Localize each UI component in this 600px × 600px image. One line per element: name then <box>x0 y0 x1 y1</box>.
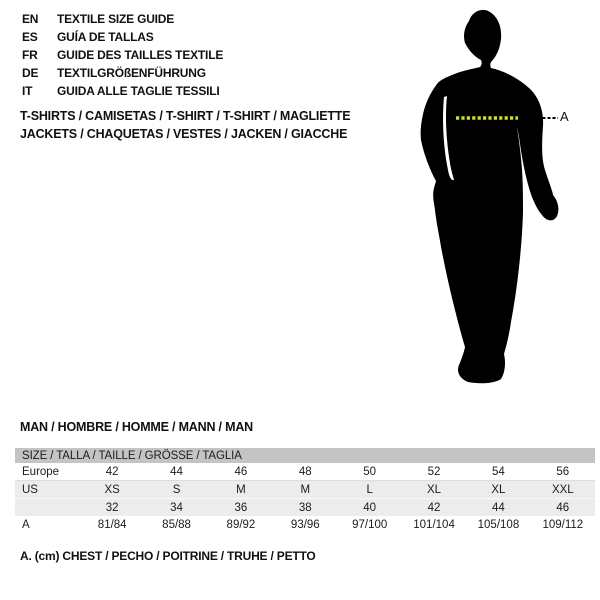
language-label: GUÍA DE TALLAS <box>57 30 154 44</box>
section-title-man: MAN / HOMBRE / HOMME / MANN / MAN <box>20 420 253 434</box>
size-value-cell: 44 <box>170 465 183 478</box>
size-value-cell: M <box>236 483 246 496</box>
size-table-row-us <box>15 481 595 499</box>
size-value-cell: 42 <box>105 465 119 478</box>
size-value-cell: 93/96 <box>290 518 320 531</box>
size-table-row-a <box>15 516 595 533</box>
size-value-cell: 52 <box>427 465 441 478</box>
size-value-cell: XL <box>427 483 442 496</box>
size-value-cell: 36 <box>234 501 248 514</box>
size-value-cell: 32 <box>105 501 119 514</box>
size-value-cell: 101/104 <box>413 518 455 531</box>
size-value-cell: 89/92 <box>226 518 256 531</box>
language-label: GUIDA ALLE TAGLIE TESSILI <box>57 84 220 98</box>
size-value-cell: 105/108 <box>477 518 520 531</box>
language-row-fr <box>22 46 223 64</box>
man-silhouette-figure <box>390 0 600 400</box>
size-value-cell: 40 <box>363 501 377 514</box>
size-value-cell: 46 <box>556 501 570 514</box>
row-label: Europe <box>22 465 60 478</box>
language-row-it <box>22 82 223 100</box>
language-code: IT <box>22 84 33 98</box>
man-silhouette-icon <box>390 0 600 400</box>
measure-label-a: A <box>560 109 569 124</box>
language-code: DE <box>22 66 39 80</box>
language-label: GUIDE DES TAILLES TEXTILE <box>57 48 224 62</box>
category-line-tshirts: T-SHIRTS / CAMISETAS / T-SHIRT / T-SHIRT / MAGLIETTE <box>20 109 351 123</box>
language-row-en <box>22 10 223 28</box>
language-row-de <box>22 64 223 82</box>
size-value-cell: 54 <box>492 465 505 478</box>
size-value-cell: 48 <box>298 465 312 478</box>
category-lines <box>20 107 350 143</box>
size-table <box>15 448 595 533</box>
size-value-cell: 81/84 <box>97 518 127 531</box>
language-code: FR <box>22 48 38 62</box>
size-value-cell: 97/100 <box>352 518 388 531</box>
size-value-cell: 46 <box>234 465 248 478</box>
size-table-row-uk <box>15 499 595 516</box>
size-value-cell: XXL <box>551 483 574 496</box>
row-label: US <box>22 483 38 496</box>
size-value-cell: 38 <box>298 501 312 514</box>
size-value-cell: L <box>366 483 373 496</box>
size-value-cell: 50 <box>363 465 377 478</box>
size-table-row-europe <box>15 463 595 481</box>
size-table-header: SIZE / TALLA / TAILLE / GRÖSSE / TAGLIA <box>15 448 595 463</box>
size-value-cell: 34 <box>170 501 183 514</box>
row-label: A <box>22 518 30 531</box>
category-line-jackets: JACKETS / CHAQUETAS / VESTES / JACKEN / GIACCHE <box>20 127 348 141</box>
size-value-cell: 42 <box>427 501 441 514</box>
size-value-cell: 56 <box>556 465 570 478</box>
language-code: EN <box>22 12 39 26</box>
language-label: TEXTILE SIZE GUIDE <box>57 12 175 26</box>
size-value-cell: 44 <box>492 501 505 514</box>
footnote-chest: A. (cm) CHEST / PECHO / POITRINE / TRUHE / PETTO <box>20 549 316 563</box>
size-value-cell: XS <box>104 483 120 496</box>
language-guide-list <box>22 10 223 100</box>
language-row-es <box>22 28 223 46</box>
size-value-cell: S <box>172 483 181 496</box>
size-table-body <box>15 463 595 533</box>
language-label: TEXTILGRÖßENFÜHRUNG <box>57 66 206 80</box>
size-value-cell: 109/112 <box>542 518 584 531</box>
language-code: ES <box>22 30 38 44</box>
size-value-cell: 85/88 <box>162 518 191 531</box>
size-value-cell: M <box>300 483 311 496</box>
size-value-cell: XL <box>491 483 506 496</box>
